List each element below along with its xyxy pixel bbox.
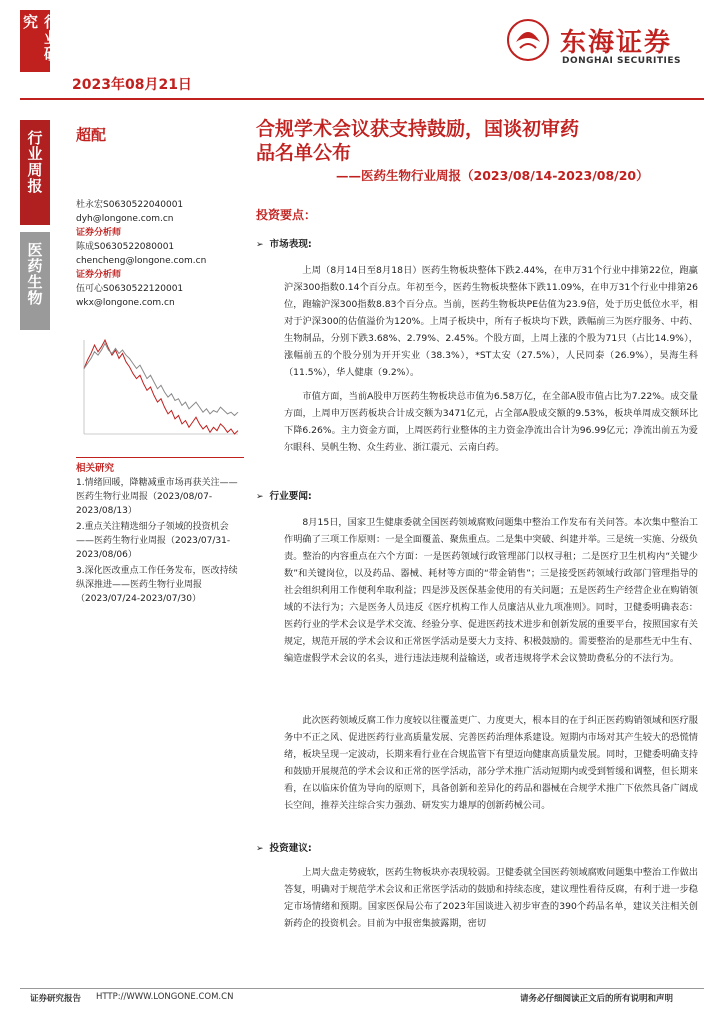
- footer-left: 证券研究报告: [30, 994, 82, 1004]
- section-advice-title: ➢ 投资建议:: [256, 840, 312, 854]
- section-advice-p1: 上周大盘走势疲软，医药生物板块亦表现较弱。卫健委就全国医药领域腐败问题集中整治工作做出答复，明确对于规范学术会议和正常医学活动的鼓励和持续态度，建议理性看待反腐，有利于进一步稳定市场情绪和预期。国家医保局公布了2023年国谈进入初步审查的390个药品名单，建议关注相关创新药企的投资机会。目前为中报密集披露期，密切: [284, 867, 698, 929]
- related-list: [76, 476, 244, 606]
- related-item[interactable]: 1.情绪回暖，降糖减重市场再获关注——医药生物行业周报（2023/08/07-2023/08/13）: [76, 478, 238, 516]
- sidebar-tag-sector: [20, 232, 50, 330]
- section-news-p2: 此次医药领域反腐工作力度较以往覆盖更广、力度更大，根本目的在于纠正医药购销领域和医疗服务中不正之风、促进医药行业高质量发展、完善医药治理体系建设。短期内市场对其产生较大的恐慌情绪，板块呈现一定波动，长期来看行业在合规监管下有望迈向健康高质量发展。同时，卫健委明确支持和鼓励开展规范的学术会议和正常的医学活动，部分学术推广活动短期内或受到暂缓和调整，但长期来看，在以临床价值为导向的原则下，具备创新和差异化的药品和器械在合规学术推广下依然具备广阔成长空间，推荐关注综合实力强劲、研发实力雄厚的创新药械公司。: [284, 715, 698, 811]
- analyst-block: [76, 198, 236, 310]
- sidebar-label-industry-research: 行业研究: [21, 14, 60, 62]
- sidebar-label-sector: 医药生物: [25, 242, 44, 306]
- report-date: 2023年08月21日: [72, 77, 192, 93]
- chart-series-line-2: [84, 343, 238, 415]
- report-subtitle: ——医药生物行业周报（2023/08/14-2023/08/20）: [336, 168, 649, 183]
- related-item[interactable]: 3.深化医改重点工作任务发布，医改持续纵深推进——医药生物行业周报（2023/07/24-2023/07/30）: [76, 566, 238, 604]
- related-divider: [76, 457, 244, 458]
- sidebar-label-weekly: 行业周报: [25, 130, 44, 194]
- analyst-2: 陈成S0630522080001: [76, 242, 175, 252]
- section-market-p1: 上周（8月14日至8月18日）医药生物板块整体下跌2.44%，在申万31个行业中排第22位，跑赢沪深300指数0.14个百分点。年初至今，医药生物板块整体下跌11.09%，在申万31个行业中排第26位，跑输沪深300指数8.83个百分点。当前，医药生物板块PE估值为23.9倍，处于历史低位水平，相对于沪深300的估值溢价为120%。上周子板块中，所有子板块均下跌，跌幅前三为医疗服务、中药、生物制品，分别下跌3.68%、2.79%、2.45%。个股方面，上周上涨的个股为71只（占比14.9%），涨幅前五的个股分别为开开实业（38.3%），*ST太安（27.5%），人民同泰（26.9%），昊海生科（11.5%），华人健康（9.2%）。: [284, 265, 698, 378]
- logo-en: DONGHAI SECURITIES: [562, 56, 681, 66]
- report-title-line2: 品名单公布: [256, 142, 352, 164]
- header-divider: [20, 98, 704, 100]
- section-market-p2: 市值方面，当前A股申万医药生物板块总市值为6.58万亿，在全部A股市值占比为7.22%。成交量方面，上周申万医药板块合计成交额为3471亿元，占全部A股成交额的9.53%，板块单周成交额环比下降6.26%。主力资金方面，上周医药行业整体的主力资金净流出合计为96.99亿元；净流出前五为爱尔眼科、昊帆生物、众生药业、浙江震元、云南白药。: [284, 391, 698, 453]
- related-heading: 相关研究: [76, 463, 115, 474]
- key-points-heading: 投资要点：: [256, 208, 317, 222]
- logo-mark: [500, 12, 556, 68]
- related-item[interactable]: 2.重点关注精选细分子领域的投资机会——医药生物行业周报（2023/07/31-2023/08/06）: [76, 522, 231, 560]
- analyst-1-email: dyh@longone.com.cn: [76, 214, 174, 224]
- section-news-p1: 8月15日，国家卫生健康委就全国医药领域腐败问题集中整治工作发布有关问答。本次集中整治工作明确了三项工作原则：一是全面覆盖、聚焦重点。二是集中突破、纠建并举。三是统一实施、分级负责。整治的内容重点在六个方面：一是医药领域行政管理部门以权寻租；二是医疗卫生机构内“关键少数”和关键岗位，以及药品、器械、耗材等方面的“带金销售”；三是接受医药领域行政部门管理指导的社会组织利用工作便利牟取利益；四是涉及医保基金使用的有关问题；五是医药生产经营企业在购销领域的不法行为；六是医务人员违反《医疗机构工作人员廉洁从业九项准则》。同时，卫健委明确表态：医药行业的学术会议是学术交流、经验分享、促进医药技术进步和创新发展的重要平台，按照国家有关规定，规范开展的学术会议和正常医学活动是要大力支持、积极鼓励的。需要整治的是那些无中生有、编造虚假学术会议的名头，进行违法违规利益输送，或者违规将学术会议赞助费私分的不法行为。: [284, 517, 698, 664]
- analyst-role-1: 证券分析师: [76, 228, 122, 238]
- rating-label: 超配: [76, 126, 107, 144]
- analyst-role-2: 证券分析师: [76, 270, 122, 280]
- chart-series-line-1: [84, 340, 238, 434]
- logo-cn: 东海证券: [560, 28, 673, 58]
- sidebar-tag-weekly: [20, 120, 50, 225]
- performance-chart: [66, 332, 244, 452]
- analyst-3-email: wkx@longone.com.cn: [76, 298, 175, 308]
- section-news-title: ➢ 行业要闻:: [256, 488, 312, 502]
- report-title-line1: 合规学术会议获支持鼓励，国谈初审药: [256, 118, 580, 140]
- analyst-3: 伍可心S0630522120001: [76, 284, 184, 294]
- footer-website-link[interactable]: HTTP://WWW.LONGONE.COM.CN: [96, 992, 234, 1002]
- analyst-2-email: chencheng@longone.com.cn: [76, 256, 207, 266]
- footer-divider: [20, 988, 704, 989]
- chart-canvas: [66, 332, 244, 452]
- analyst-1: 杜永宏S0630522040001: [76, 200, 184, 210]
- section-market-title: ➢ 市场表现:: [256, 236, 312, 250]
- sidebar-tag-industry-research: [20, 10, 60, 72]
- footer-disclaimer: 请务必仔细阅读正文后的所有说明和声明: [520, 994, 674, 1004]
